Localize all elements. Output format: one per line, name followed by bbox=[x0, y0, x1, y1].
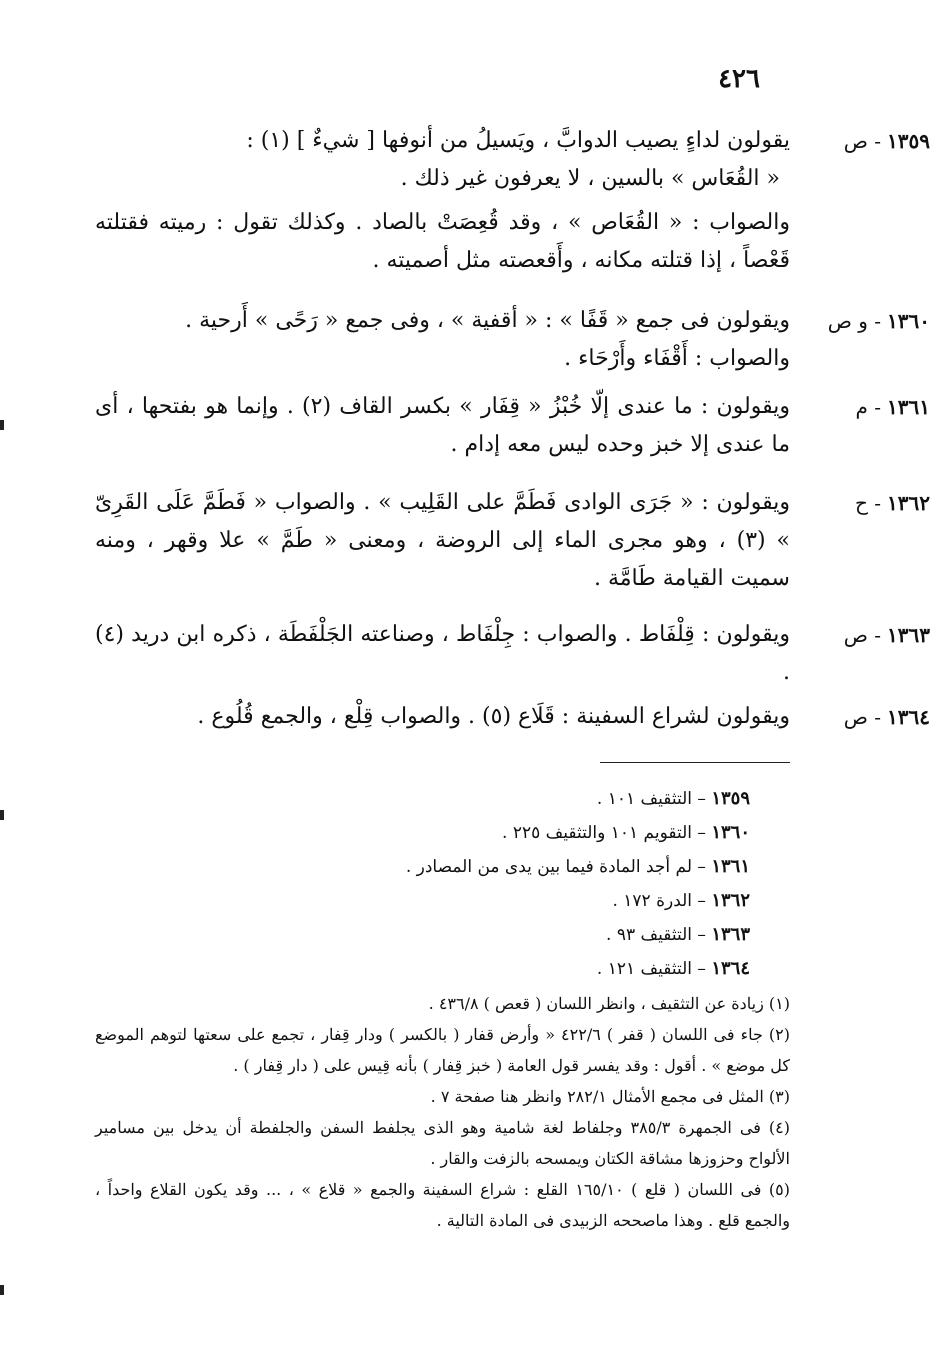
source-list bbox=[95, 782, 750, 986]
entry-number-value: ١٣٦٢ bbox=[887, 491, 930, 515]
entry-source-code: - ص bbox=[843, 129, 882, 153]
entry-1362 bbox=[95, 484, 930, 598]
entry-number bbox=[795, 302, 930, 340]
source-text: – لم أجد المادة فيما بين يدى من المصادر . bbox=[405, 857, 706, 877]
footnotes bbox=[95, 988, 790, 1236]
source-item bbox=[95, 816, 750, 850]
scan-mark bbox=[0, 420, 4, 430]
entry-number bbox=[795, 616, 930, 654]
source-item bbox=[95, 952, 750, 986]
entry-number-value: ١٣٥٩ bbox=[887, 129, 930, 153]
source-item bbox=[95, 850, 750, 884]
footnote: (٤) فى الجمهرة ٣٨٥/٣ وجلفاط لغة شامية وهو الذى يجلفط السفن والجلفطة أن يدخل بين مسامير الألواح وحزوزها مشاقة الكتان ويمسحه بالزفت والقار . bbox=[95, 1118, 791, 1168]
entry-line: والصواب : « القُعَاص » ، وقد قُعِصَتْ بالصاد . وكذلك تقول : رميته فقتلته قَعْصاً ، إذا قتلته مكانه ، وأَقعصته مثل أصميته . bbox=[95, 210, 790, 273]
entry-1360 bbox=[95, 302, 930, 378]
entry-1363 bbox=[95, 616, 930, 692]
entry-line: ويقولون فى جمع « قَفًا » : « أقفية » ، وفى جمع « رَحًى » أَرحية . bbox=[185, 308, 790, 333]
source-text: – التثقيف ٩٣ . bbox=[606, 925, 706, 945]
source-key: ١٣٦٠ bbox=[711, 822, 750, 843]
scan-mark bbox=[0, 1285, 4, 1295]
entry-source-code: - ص bbox=[843, 705, 882, 729]
source-key: ١٣٦٢ bbox=[711, 890, 750, 911]
entry-line: ويقولون لشراع السفينة : قَلَاع (٥) . والصواب قِلْع ، والجمع قُلُوع . bbox=[197, 704, 790, 729]
source-item bbox=[95, 884, 750, 918]
footnote: (٢) جاء فى اللسان ( قفر ) ٤٢٢/٦ « وأرض قفار ( بالكسر ) ودار قِفار ، تجمع على سعتها لتوهم الموضع كل موضع » . أقول : وقد يفسر قول العامة ( خبز قِفار ) بأنه قِيس على ( دار قِفار ) . bbox=[95, 1025, 791, 1075]
page-number: ٤٢٦ bbox=[718, 64, 760, 94]
entry-source-code: - ح bbox=[855, 491, 882, 515]
entry-1359 bbox=[95, 122, 930, 280]
footnote: (١) زيادة عن التثقيف ، وانظر اللسان ( قعص ) ٤٣٦/٨ . bbox=[428, 994, 790, 1013]
source-text: – الدرة ١٧٢ . bbox=[612, 891, 706, 911]
entry-number bbox=[795, 698, 930, 736]
source-key: ١٣٦١ bbox=[711, 856, 750, 877]
source-text: – التثقيف ١٢١ . bbox=[596, 959, 706, 979]
scan-mark bbox=[0, 810, 4, 820]
entry-number bbox=[795, 388, 930, 426]
entry-number-value: ١٣٦٠ bbox=[887, 309, 930, 333]
entry-number bbox=[795, 122, 930, 160]
source-item bbox=[95, 918, 750, 952]
entry-source-code: - ص bbox=[843, 623, 882, 647]
entry-line: ويقولون : « جَرَى الوادى فَطَمَّ على القَلِيب » . والصواب « فَطَمَّ عَلَى القَرِىّ » (٣) ، وهو مجرى الماء إلى الروضة ، ومعنى « طَمَّ » علا وقهر ، ومنه سميت القيامة طَامَّة . bbox=[95, 490, 790, 591]
footnote: (٥) فى اللسان ( قلع ) ١٦٥/١٠ القلع : شراع السفينة والجمع « قلاع » ، ... وقد يكون القلاع واحداً ، والجمع قلع . وهذا ماصححه الزبيدى فى المادة التالية . bbox=[95, 1180, 791, 1230]
entry-line: يقولون لداءٍ يصيب الدوابَّ ، ويَسيلُ من أنوفها [ شيءٌ ] (١) : bbox=[246, 128, 790, 153]
footnote-divider bbox=[600, 762, 790, 763]
source-key: ١٣٥٩ bbox=[711, 788, 750, 809]
entry-number-value: ١٣٦٤ bbox=[887, 705, 930, 729]
entry-line: « القُعَاس » بالسين ، لا يعرفون غير ذلك . bbox=[400, 166, 780, 191]
entry-line: ويقولون : ما عندى إلّا خُبْزُ « قِفَار » بكسر القاف (٢) . وإنما هو بفتحها ، أى ما عندى إلا خبز وحده ليس معه إدام . bbox=[95, 394, 791, 457]
entry-1364 bbox=[95, 698, 930, 736]
entry-number-value: ١٣٦٣ bbox=[887, 623, 930, 647]
entry-source-code: - م bbox=[855, 395, 882, 419]
entry-line: والصواب : أَقْفَاء وأَرْحَاء . bbox=[564, 346, 790, 371]
footnote: (٣) المثل فى مجمع الأمثال ٢٨٢/١ وانظر هنا صفحة ٧ . bbox=[430, 1087, 790, 1106]
entry-1361 bbox=[95, 388, 930, 464]
source-text: – التقويم ١٠١ والتثقيف ٢٢٥ . bbox=[502, 823, 706, 843]
source-key: ١٣٦٤ bbox=[711, 958, 750, 979]
source-key: ١٣٦٣ bbox=[711, 924, 750, 945]
entry-number-value: ١٣٦١ bbox=[887, 395, 930, 419]
source-text: – التثقيف ١٠١ . bbox=[596, 789, 706, 809]
entry-line: ويقولون : قِلْفَاط . والصواب : جِلْفَاط ، وصناعته الجَلْفَطَة ، ذكره ابن دريد (٤) . bbox=[95, 622, 790, 685]
entry-source-code: - و ص bbox=[827, 309, 882, 333]
entry-number bbox=[795, 484, 930, 522]
source-item bbox=[95, 782, 750, 816]
